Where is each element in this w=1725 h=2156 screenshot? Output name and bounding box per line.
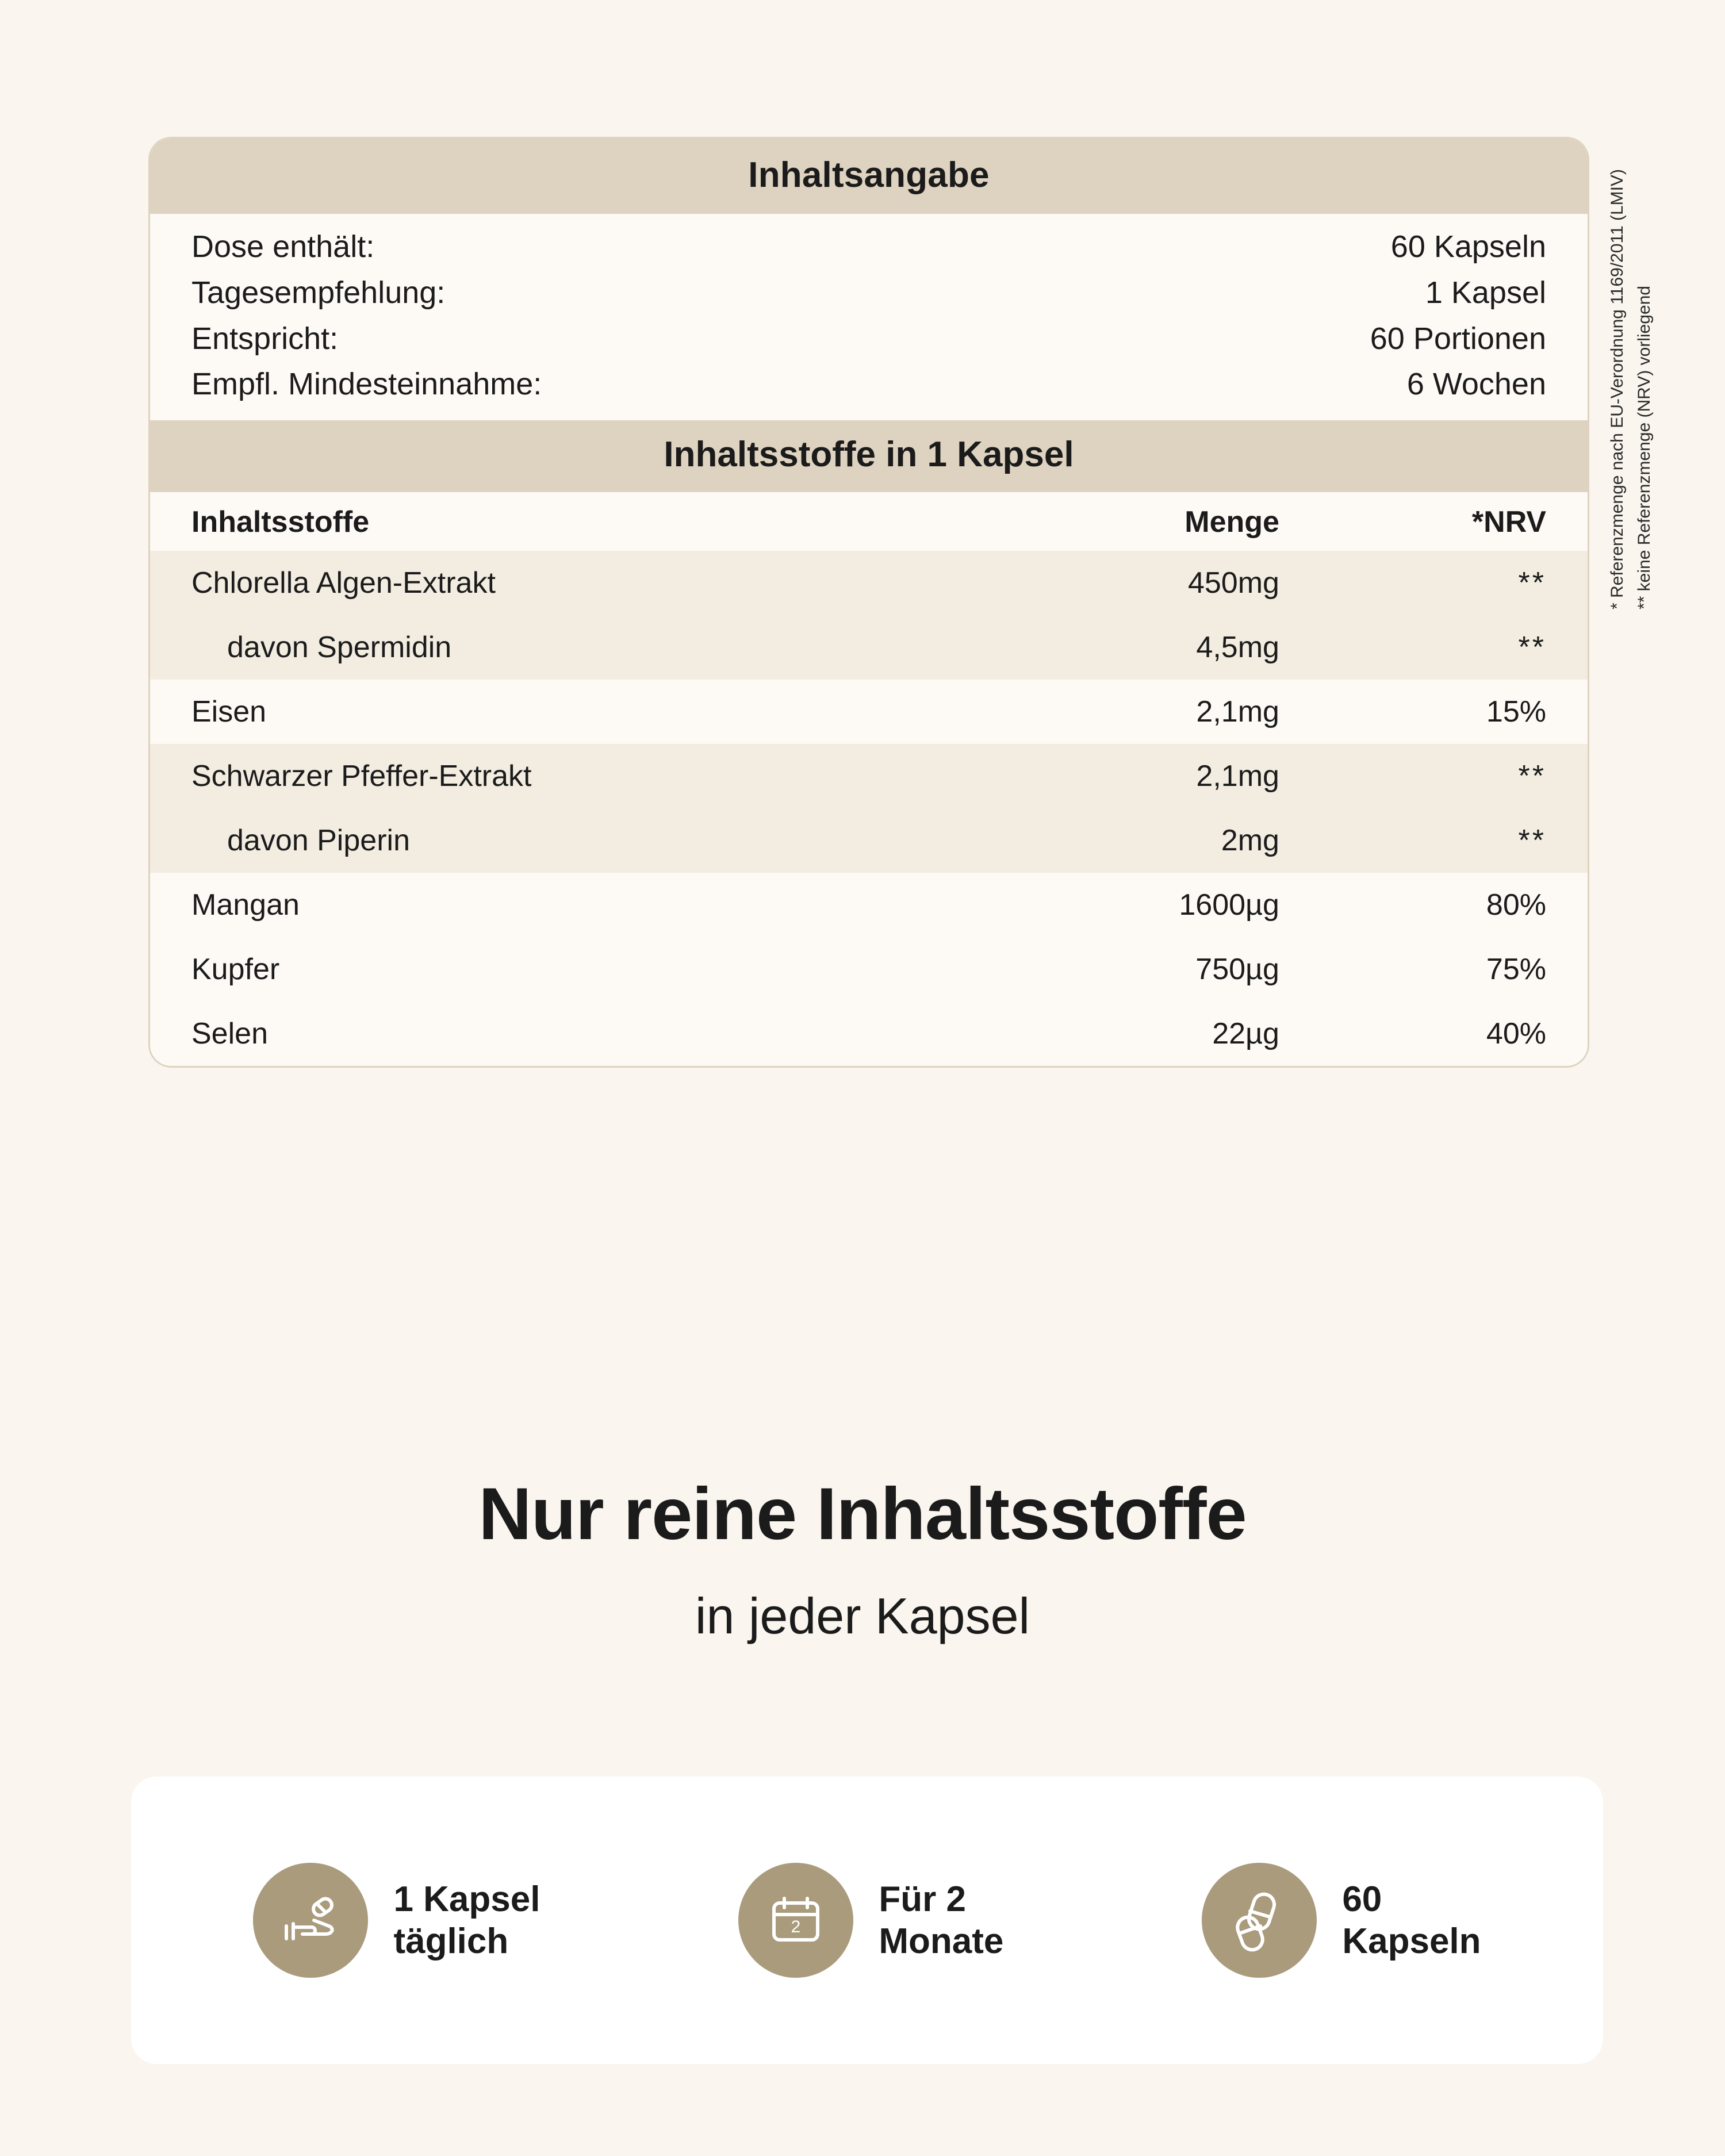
feature-line-1: 1 Kapsel [393,1879,540,1919]
ingredient-name: davon Spermidin [150,615,935,680]
feature-dosage [253,1863,540,1978]
ingredient-amount: 22µg [935,1002,1309,1066]
column-header-amount: Menge [935,492,1309,551]
feature-duration [738,1863,1003,1978]
svg-text:2: 2 [791,1917,801,1936]
ingredient-amount: 750µg [935,937,1309,1002]
summary-value: 60 Portionen [1370,321,1546,356]
feature-label [1342,1878,1481,1962]
summary-row [191,316,1546,362]
ingredient-nrv: ** [1309,615,1588,680]
summary-row [191,224,1546,270]
summary-value: 1 Kapsel [1425,275,1546,310]
feature-label [879,1878,1003,1962]
section-title: Inhaltsstoffe in 1 Kapsel [150,420,1588,492]
capsules-icon [1202,1863,1317,1978]
ingredient-nrv: 40% [1309,1002,1588,1066]
calendar-icon [738,1863,853,1978]
summary-label: Dose enthält: [191,229,375,264]
serving-summary [150,214,1588,420]
ingredient-nrv: 15% [1309,680,1588,744]
ingredient-name: Eisen [150,680,935,744]
ingredient-nrv: 75% [1309,937,1588,1002]
summary-label: Entspricht: [191,321,339,356]
ingredient-name: Schwarzer Pfeffer-Extrakt [150,744,935,808]
summary-label: Tagesempfehlung: [191,275,446,310]
ingredient-amount: 1600µg [935,873,1309,937]
footnote-nrv-reference: * Referenzmenge nach EU-Verordnung 1169/2011 (LMIV) [1608,168,1627,609]
table-row [150,680,1588,744]
summary-row [191,270,1546,316]
table-header-row [150,492,1588,551]
panel-title: Inhaltsangabe [150,139,1588,214]
table-row [150,808,1588,873]
summary-row [191,362,1546,408]
ingredient-nrv: ** [1309,551,1588,615]
feature-count [1202,1863,1481,1978]
ingredient-nrv: ** [1309,744,1588,808]
feature-line-1: Für 2 [879,1879,966,1919]
table-row [150,1002,1588,1066]
table-row [150,615,1588,680]
ingredient-amount: 2,1mg [935,680,1309,744]
column-header-nrv: *NRV [1309,492,1588,551]
feature-label [393,1878,540,1962]
ingredients-table [150,492,1588,1066]
footnote-no-nrv: ** keine Referenzmenge (NRV) vorliegend [1634,285,1654,609]
table-row [150,873,1588,937]
summary-label: Empfl. Mindesteinnahme: [191,367,542,402]
feature-line-2: Kapseln [1342,1921,1481,1961]
ingredient-name: davon Piperin [150,808,935,873]
summary-value: 6 Wochen [1406,367,1546,402]
ingredient-amount: 4,5mg [935,615,1309,680]
ingredient-name: Mangan [150,873,935,937]
ingredient-name: Chlorella Algen-Extrakt [150,551,935,615]
table-row [150,551,1588,615]
column-header-name: Inhaltsstoffe [150,492,935,551]
ingredient-amount: 2mg [935,808,1309,873]
ingredient-nrv: ** [1309,808,1588,873]
feature-line-2: Monate [879,1921,1004,1961]
feature-line-1: 60 [1342,1879,1382,1919]
page-subtitle: in jeder Kapsel [695,1587,1030,1644]
ingredient-amount: 2,1mg [935,744,1309,808]
table-row [150,744,1588,808]
page-title: Nur reine Inhaltsstoffe [478,1473,1247,1555]
summary-value: 60 Kapseln [1390,229,1546,264]
nutrition-panel [148,137,1589,1068]
table-row [150,937,1588,1002]
ingredient-name: Selen [150,1002,935,1066]
footnotes [1604,169,1658,609]
ingredient-nrv: 80% [1309,873,1588,937]
ingredient-name: Kupfer [150,937,935,1002]
feature-card [131,1777,1603,2064]
feature-line-2: täglich [393,1921,509,1961]
ingredient-amount: 450mg [935,551,1309,615]
hand-capsule-icon [253,1863,368,1978]
